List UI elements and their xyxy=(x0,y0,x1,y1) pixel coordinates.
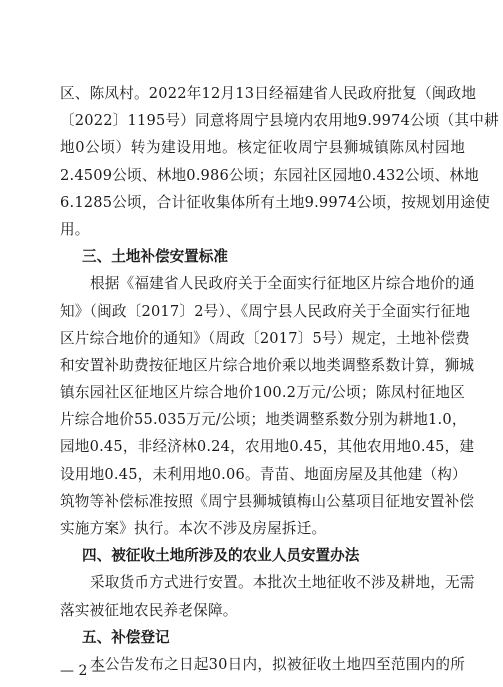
document-body xyxy=(60,80,499,678)
paragraph-line: 区片综合地价的通知》（周政〔2017〕5号）规定，土地补偿费 xyxy=(60,329,470,347)
paragraph-line: 6.1285公顷，合计征收集体所有土地9.9974公顷，按规划用途使 xyxy=(60,193,490,211)
paragraph-line: 〔2022〕1195号）同意将周宁县境内农用地9.9974公顷（其中耕 xyxy=(60,112,499,130)
paragraph-line: 镇东园社区征地区片综合地价100.2万元/公顷；陈凤村征地区 xyxy=(60,384,465,402)
paragraph-line: 用。 xyxy=(60,220,90,238)
paragraph-line: 根据《福建省人民政府关于全面实行征地区片综合地价的通 xyxy=(90,275,475,293)
page-number: — 2 — xyxy=(60,663,106,679)
paragraph-line: 实施方案》执行。本次不涉及房屋拆迁。 xyxy=(60,520,327,537)
paragraph-line: 设用地0.45，未利用地0.06。青苗、地面房屋及其他建（构） xyxy=(60,465,467,483)
paragraph-line: 2.4509公顷、林地0.986公顷；东园社区园地0.432公顷、林地 xyxy=(60,166,479,184)
paragraph-line: 本公告发布之日起30日内，拟被征收土地四至范围内的所 xyxy=(90,655,465,673)
paragraph-line: 落实被征地农民养老保障。 xyxy=(60,601,238,619)
paragraph-line: 片综合地价55.035万元/公顷；地类调整系数分别为耕地1.0， xyxy=(60,411,467,429)
paragraph-line: 和安置补助费按征地区片综合地价乘以地类调整系数计算，狮城 xyxy=(60,356,475,374)
section-heading-registration: 五、补偿登记 xyxy=(82,628,170,646)
paragraph-line: 园地0.45，非经济林0.24，农用地0.45，其他农用地0.45，建 xyxy=(60,438,475,456)
paragraph-line: 筑物等补偿标准按照《周宁县狮城镇梅山公墓项目征地安置补偿 xyxy=(60,492,475,510)
paragraph-line: 地0公顷）转为建设用地。核定征收周宁县狮城镇陈凤村园地 xyxy=(60,139,465,157)
paragraph-line: 知》（闽政〔2017〕2号）、《周宁县人民政府关于全面实行征地 xyxy=(60,302,471,320)
section-heading-resettlement: 四、被征收土地所涉及的农业人员安置办法 xyxy=(82,547,360,565)
paragraph-line: 区、陈凤村。2022年12月13日经福建省人民政府批复（闽政地 xyxy=(60,85,477,102)
section-heading-compensation-standards: 三、土地补偿安置标准 xyxy=(82,248,228,266)
paragraph-line: 采取货币方式进行安置。本批次土地征收不涉及耕地，无需 xyxy=(90,574,475,592)
